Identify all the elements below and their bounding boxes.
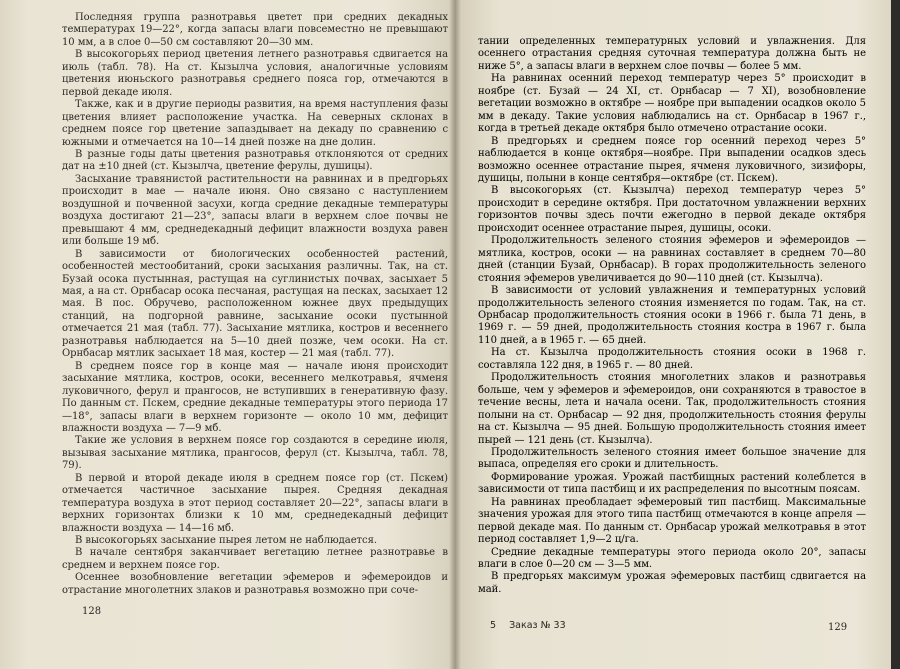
signature-number: 5 <box>490 620 497 631</box>
paragraph: В первой и второй декаде июля в среднем поясе гор (ст. Пскем) отмечается частичное засыхание пырея. Средняя декадная температура воздуха в этот период составляет 20—22°, запасы влаги в верхних горизонтах близки к 10 мм, среднедекадный дефицит влажности воздуха — 14—16 мб. <box>62 472 448 534</box>
book-gutter <box>449 0 461 669</box>
paragraph: В начале сентября заканчивает вегетацию летнее разнотравье в среднем и верхнем поясе гор. <box>62 547 448 571</box>
paragraph: В предгорьях и среднем поясе гор осенний переход через 5° наблюдается в конце октября—ноябре. При выпадении осадков здесь возможно осеннее отрастание пырея, ячменя луковичного, зизифоры, душицы, полыни в конце сентября—октябре (ст. Пскем). <box>478 135 866 184</box>
right-page-text <box>478 36 866 596</box>
paragraph: На ст. Кызылча продолжительность стояния осоки в 1968 г. составляла 122 дня, в 1965 г. — 80 дней. <box>478 347 866 371</box>
paragraph: Продолжительность зеленого стояния эфемеров и эфемероидов — мятлика, костров, осоки — на равнинах составляет в среднем 70—80 дней (станции Бузай, Орнбасар). В горах продолжительность зеленого стояния эфемеров увеличивается до 90—110 дней (ст. Кызылча). <box>478 235 866 284</box>
paragraph: Формирование урожая. Урожай пастбищных растений колеблется в зависимости от типа пастбищ и их распределения по высотным поясам. <box>478 471 866 496</box>
paragraph: Продолжительность стояния многолетних злаков и разнотравья больше, чем у эфемеров и эфемероидов, они сохраняются в травостое в течение весны, лета и начала осени. Так, продолжительность стояния полыни на ст. Орнбасар — 92 дня, продолжительность стояния ферулы на ст. Кызылча — 95 дней. Большую продолжительность стояния имеет пырей — 121 день (ст. Кызылча). <box>478 372 866 446</box>
paragraph: В зависимости от условий увлажнения и температурных условий продолжительность зеленого стояния изменяется по годам. Так, на ст. Орнбасар продолжительность стояния осоки в 1966 г. была 71 день, в 1969 г. — 59 дней, продолжительность стояния костра в 1967 г. была 110 дней, а в 1965 г. — 65 дней. <box>478 285 866 346</box>
paragraph: На равнинах преобладает эфемеровый тип пастбищ. Максимальные значения урожая для этого типа пастбищ отмечаются в конце апреля — первой декаде мая. По данным ст. Орнбасар урожай мелкотравья в этот период составляет 1,9—2 ц/га. <box>478 496 866 546</box>
paragraph: Последняя группа разнотравья цветет при средних декадных температурах 19—22°, когда запасы влаги повсеместно не превышают 10 мм, а в слое 0—50 см составляют 20—30 мм. <box>62 12 448 48</box>
paragraph: тании определенных температурных условий и увлажнения. Для осеннего отрастания средняя суточная температура должна быть не ниже 5°, а запасы влаги в верхнем слое почвы — более 5 мм. <box>478 36 866 72</box>
left-page-text <box>62 12 448 597</box>
paragraph: Продолжительность зеленого стояния имеет большое значение для выпаса, определяя его сроки и длительность. <box>478 446 866 471</box>
page-number-left: 128 <box>82 606 102 617</box>
paragraph: Осеннее возобновление вегетации эфемеров и эфемероидов и отрастание многолетних злаков и разнотравья возможно при соче- <box>62 572 448 596</box>
paragraph: На равнинах осенний переход температур через 5° происходит в ноябре (ст. Бузай — 24 XI, ст. Орнбасар — 7 XI), возобновление вегетации возможно в октябре — ноябре при выпадении осадков около 5 мм в декаду. Такие условия наблюдались на ст. Орнбасар в 1967 г., когда в третьей декаде октября было отмечено отрастание осоки. <box>478 73 866 135</box>
paragraph: В высокогорьях засыхание пырея летом не наблюдается. <box>75 535 377 547</box>
paragraph: В среднем поясе гор в конце мая — начале июня происходит засыхание мятлика, костров, осоки, весеннего мелкотравья, ячменя луковичного, ферул и прангосов, не вступивших в генеративную фазу. По данным ст. Пскем, средние декадные температуры этого периода 17—18°, запасы влаги в верхнем горизонте — около 10 мм, дефицит влажности воздуха — 7—9 мб. <box>62 360 448 434</box>
paragraph: В предгорьях максимум урожая эфемеровых пастбищ сдвигается на май. <box>478 571 866 595</box>
paragraph: Средние декадные температуры этого периода около 20°, запасы влаги в слое 0—20 см — 3—5 мм. <box>478 546 866 571</box>
printer-signature <box>490 620 566 631</box>
book-edge <box>891 0 900 669</box>
paragraph: В разные годы даты цветения разнотравья отклоняются от средних дат на ±10 дней (ст. Кызылча, цветение ферулы, душицы). <box>62 148 448 173</box>
paragraph: Засыхание травянистой растительности на равнинах и в предгорьях происходит в мае — начале июня. Оно связано с наступлением воздушной и почвенной засухи, когда средние декадные температуры воздуха достигают 21—23°, запасы влаги в верхнем слое почвы не превышают 4 мм, среднедекадный дефицит влажности воздуха равен или больше 19 мб. <box>62 173 448 248</box>
order-label: Заказ № 33 <box>509 620 566 631</box>
paragraph: В зависимости от биологических особенностей растений, особенностей местообитаний, сроки засыхания различны. Так, на ст. Бузай осока пустынная, растущая на суглинистых почвах, засыхает 5 мая, а на ст. Орнбасар осока песчаная, растущая на песках, засыхает 12 мая. В пос. Обручево, расположенном южнее двух предыдущих станций, на подгорной равнине, засыхание осоки пустынной отмечается 21 мая (табл. 77). Засыхание мятлика, костров и весеннего разнотравья наблюдается на 5—10 дней позже, чем осоки. На ст. Орнбасар мятлик засыхает 18 мая, костер — 21 мая (табл. 77). <box>62 248 448 360</box>
paragraph: Также, как и в другие периоды развития, на время наступления фазы цветения влияет расположение участка. На северных склонах в среднем поясе гор цветение запаздывает на декаду по сравнению с южными и отмечается на 10—14 дней позже на дне долин. <box>62 99 448 148</box>
paragraph: В высокогорьях период цветения летнего разнотравья сдвигается на июль (табл. 78). На ст. Кызылча условия, аналогичные условиям цветения июньского разнотравья среднего пояса гор, отмечаются в первой декаде июля. <box>62 49 448 98</box>
page-number-right: 129 <box>828 622 848 633</box>
paragraph: Такие же условия в верхнем поясе гор создаются в середине июля, вызывая засыхание мятлика, прангосов, ферул (ст. Кызылча, табл. 78, 79). <box>62 435 448 472</box>
paragraph: В высокогорьях (ст. Кызылча) переход температур через 5° происходит в середине октября. При достаточном увлажнении верхних горизонтов почвы здесь почти ежегодно в первой декаде октября происходит осеннее отрастание пырея, душицы, осоки. <box>478 185 866 234</box>
